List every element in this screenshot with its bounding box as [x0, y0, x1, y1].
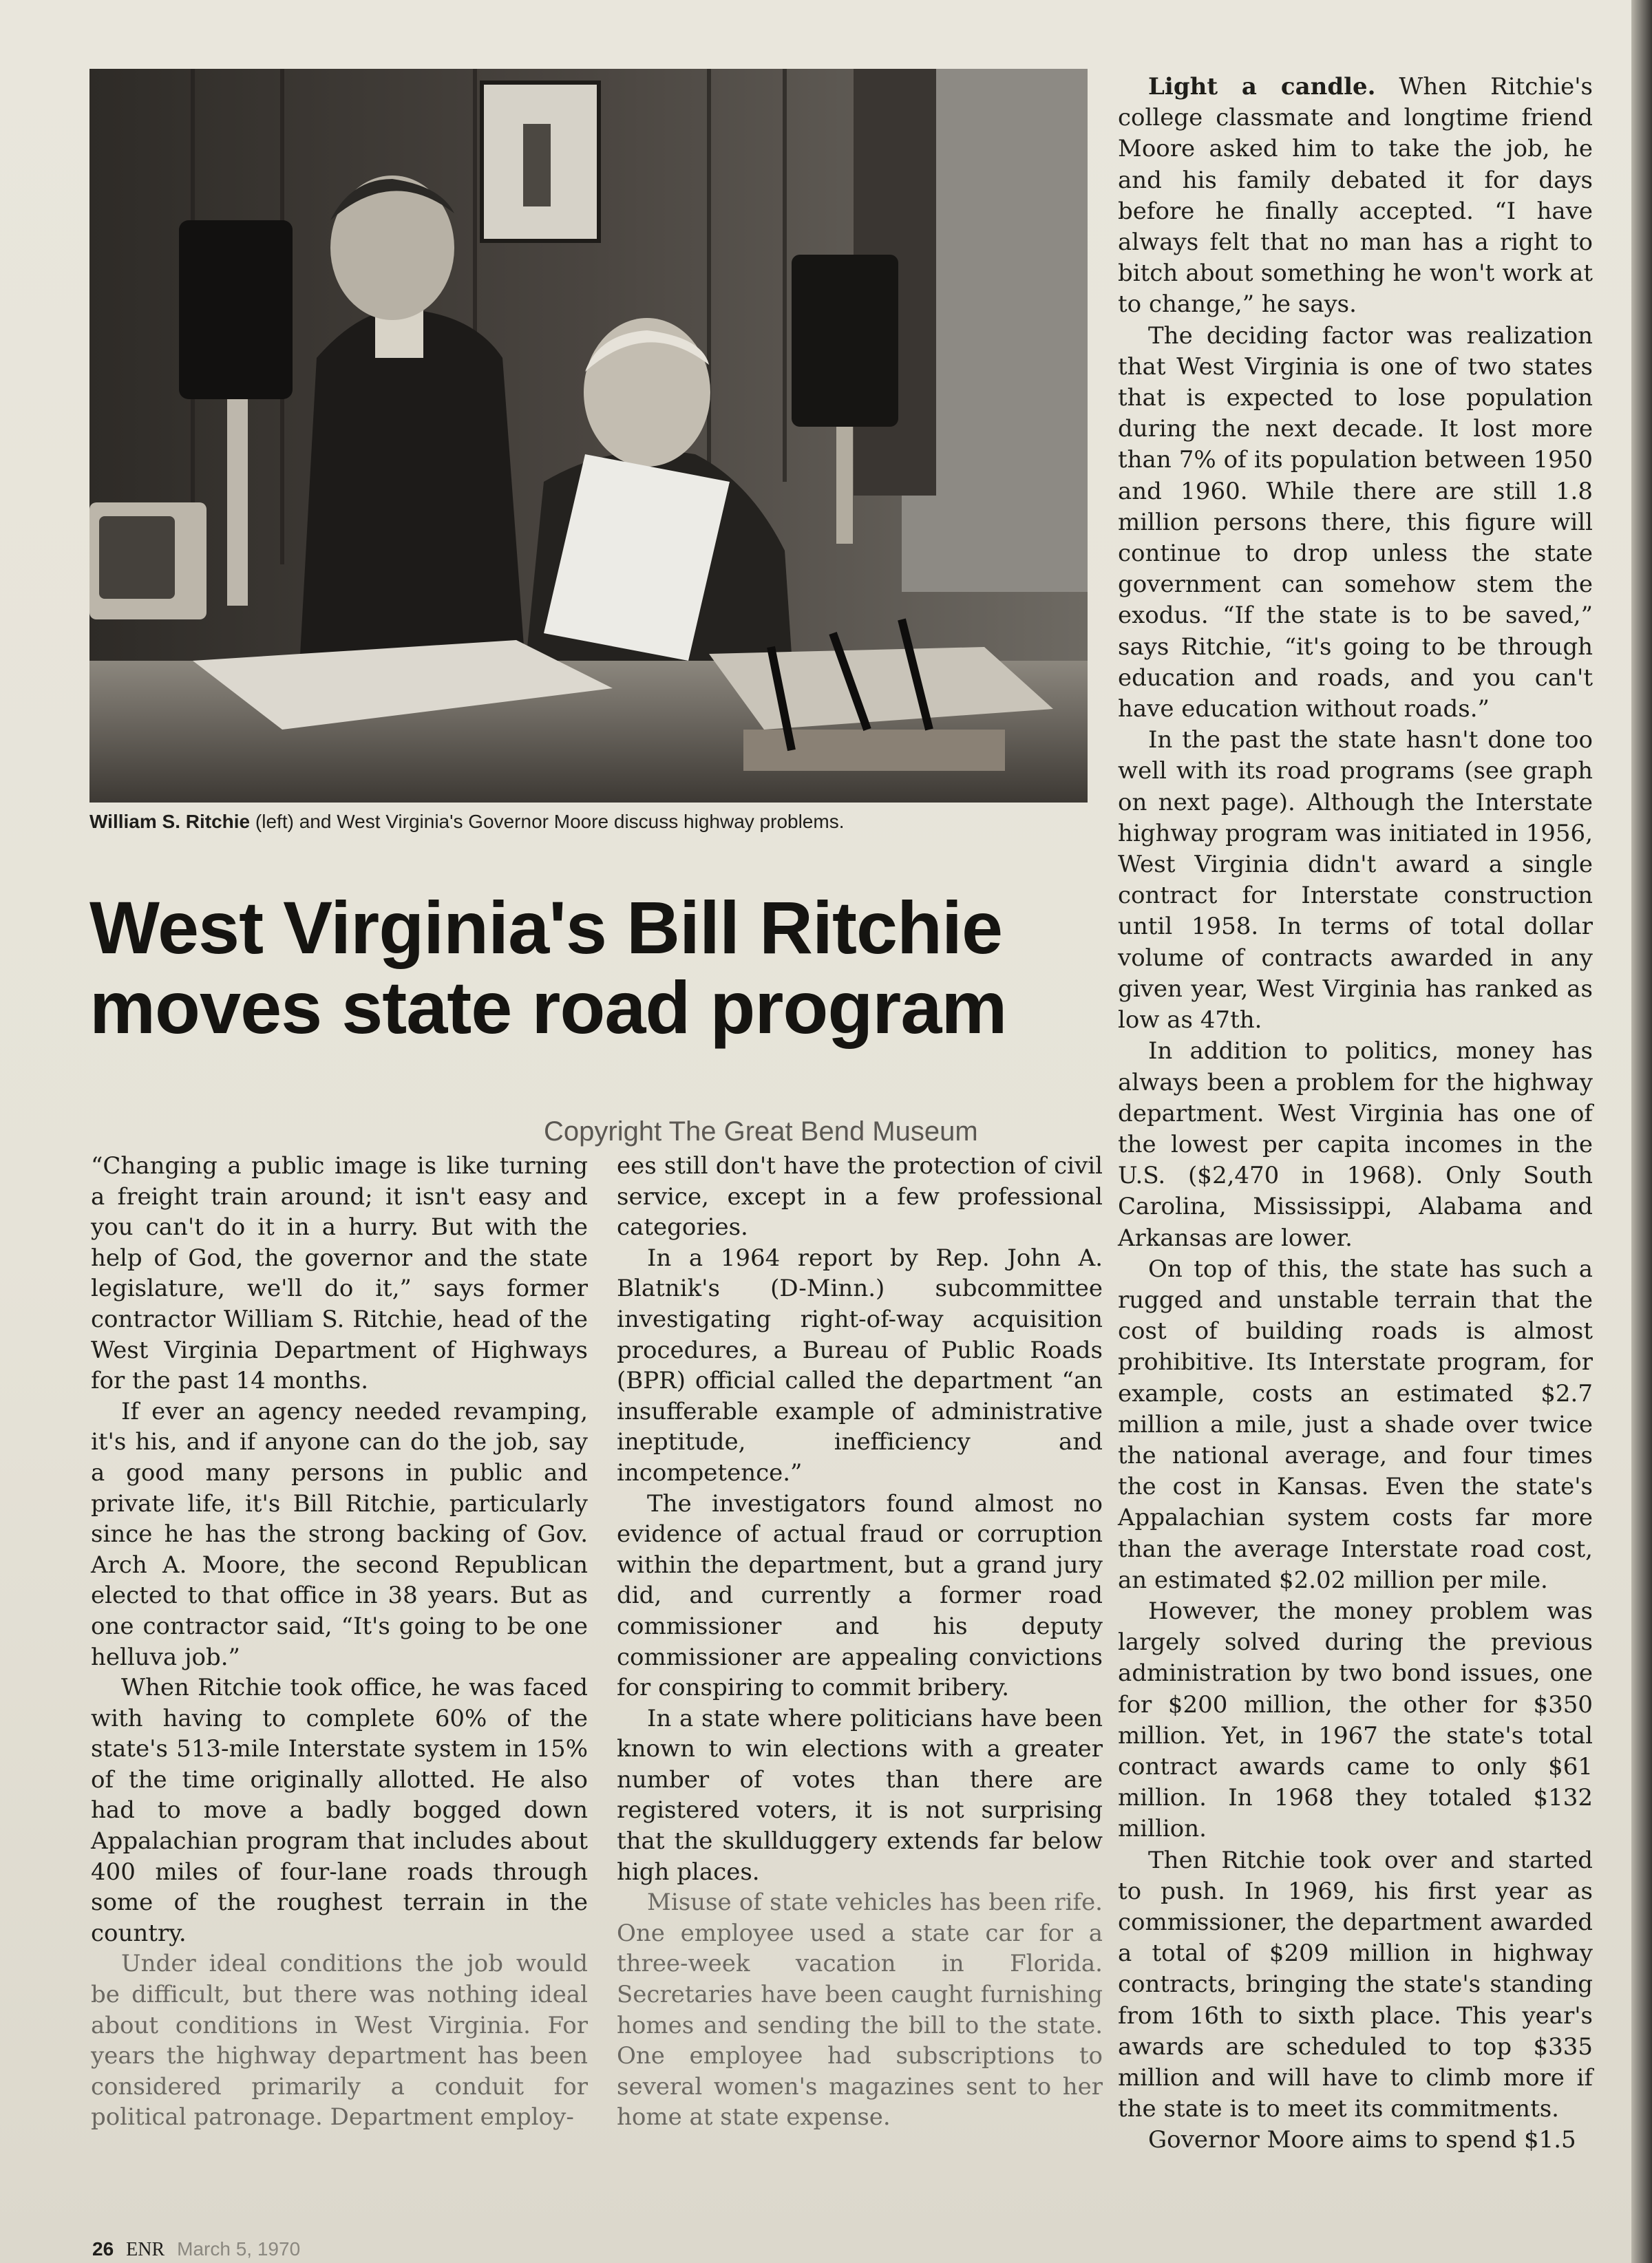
- paragraph: [1118, 72, 1593, 321]
- photo-illustration: [89, 69, 1088, 803]
- headline-line-1: West Virginia's Bill Ritchie: [89, 886, 1003, 969]
- paragraph-text: When Ritchie's college classmate and longtime friend Moore asked him to take the job, he and his family debated it for days before he finally accepted. “I have always felt that no man has a right to bitch about something he won't work at to change,” he says.: [1118, 73, 1593, 319]
- article-column-1: [91, 1151, 588, 2133]
- paragraph: The deciding factor was realization that West Virginia is one of two states that is expected to lose population during the next decade. It lost more than 7% of its population between 1950 and 1960. While there are still 1.8 million persons there, this figure will continue to drop unless the state government can somehow stem the exodus. “If the state is to be saved,” says Ritchie, “it's going to be through education and roads, and you can't have education without roads.”: [1118, 321, 1593, 723]
- paragraph: “Changing a public image is like turning a freight train around; it isn't easy and you can't do it in a hurry. But with the help of God, the governor and the state legislature, we'll do it,” says former contractor William S. Ritchie, head of the West Virginia Department of Highways for the past 14 months.: [91, 1152, 588, 1395]
- paragraph: Under ideal conditions the job would be difficult, but there was nothing ideal about conditions in West Virginia. For years the highway department has been considered primarily a conduit for political patronage. Department employ-: [91, 1950, 588, 2132]
- paragraph: In addition to politics, money has always been a problem for the highway department. West Virginia has one of the lowest per capita incomes in the U.S. ($2,470 in 1968). Only South Carolina, Mississippi, Alabama and Arkansas are lower.: [1118, 1037, 1593, 1252]
- article-column-3: [1118, 72, 1593, 2156]
- news-photo: [89, 69, 1088, 803]
- paragraph: The investigators found almost no evidence of actual fraud or corruption within the department, but a grand jury did, and currently a former road commissioner and his deputy commissioner are appealing convictions for conspiring to commit bribery.: [617, 1489, 1103, 1702]
- paragraph: If ever an agency needed revamping, it's his, and if anyone can do the job, say a good many persons in public and private life, it's Bill Ritchie, particularly since he has the strong backing of Gov. Arch A. Moore, the second Republican elected to that office in 38 years. But as one contractor said, “It's going to be one helluva job.”: [91, 1397, 588, 1671]
- paragraph: Then Ritchie took over and started to push. In 1969, his first year as commissioner, the department awarded a total of $209 million in highway contracts, bringing the state's standing from 16th to sixth place. This year's awards are scheduled to top $335 million and will have to climb more if the state is to meet its commitments.: [1118, 1846, 1593, 2123]
- paragraph: In a state where politicians have been known to win elections with a greater number of votes than there are registered voters, it is not surprising that the skullduggery extends far below high places.: [617, 1704, 1103, 1886]
- paragraph: Governor Moore aims to spend $1.5: [1148, 2126, 1576, 2154]
- paragraph: However, the money problem was largely solved during the previous administration by two bond issues, one for $200 million, the other for $350 million. Yet, in 1967 the state's total contract awards came to only $61 million. In 1968 they totaled $132 million.: [1118, 1597, 1593, 1843]
- page-footer: [92, 2238, 300, 2261]
- article-column-2: [617, 1151, 1103, 2133]
- headline-line-2: moves state road program: [89, 966, 1007, 1049]
- page-edge: [1631, 0, 1652, 2263]
- subhead-runin: Light a candle.: [1148, 73, 1376, 100]
- article-headline: [89, 888, 1108, 1048]
- copyright-watermark: Copyright The Great Bend Museum: [544, 1116, 978, 1147]
- caption-name: William S. Ritchie: [89, 811, 251, 832]
- paragraph: When Ritchie took office, he was faced with having to complete 60% of the state's 513-mile Interstate system in 15% of the time originally allotted. He also had to move a badly bogged down Appalachian program that includes about 400 miles of four-lane roads through some of the roughest terrain in the country.: [91, 1674, 588, 1947]
- paragraph: On top of this, the state has such a rugged and unstable terrain that the cost of building roads is almost prohibitive. Its Interstate program, for example, costs an estimated $2.7 million a mile, just a shade over twice the national average, and four times the cost in Kansas. Even the state's Appalachian system costs far more than the average Interstate road cost, an estimated $2.02 million per mile.: [1118, 1255, 1593, 1594]
- magazine-name: ENR: [126, 2239, 165, 2260]
- paragraph: In the past the state hasn't done too well with its road programs (see graph on next page). Although the Interstate highway program was initiated in 1956, West Virginia didn't award a single contract for Interstate construction until 1958. In terms of total dollar volume of contracts awarded in any given year, West Virginia has ranked as low as 47th.: [1118, 726, 1593, 1034]
- paragraph: Misuse of state vehicles has been rife. One employee used a state car for a three-week vacation in Florida. Secretaries have been caught furnishing homes and sending the bill to the state. One employee had subscriptions to several women's magazines sent to her home at state expense.: [617, 1889, 1103, 2132]
- photo-caption: [89, 811, 1094, 833]
- paragraph: ees still don't have the protection of civil service, except in a few professional categories.: [617, 1152, 1103, 1242]
- issue-date: March 5, 1970: [177, 2238, 301, 2260]
- caption-text: (left) and West Virginia's Governor Moore discuss highway problems.: [250, 811, 845, 832]
- paragraph: In a 1964 report by Rep. John A. Blatnik's (D-Minn.) subcommittee investigating right-of-way acquisition procedures, a Bureau of Public Roads (BPR) official called the department “an insufferable example of administrative ineptitude, inefficiency and incompetence.”: [617, 1244, 1103, 1487]
- page-number: 26: [92, 2238, 114, 2260]
